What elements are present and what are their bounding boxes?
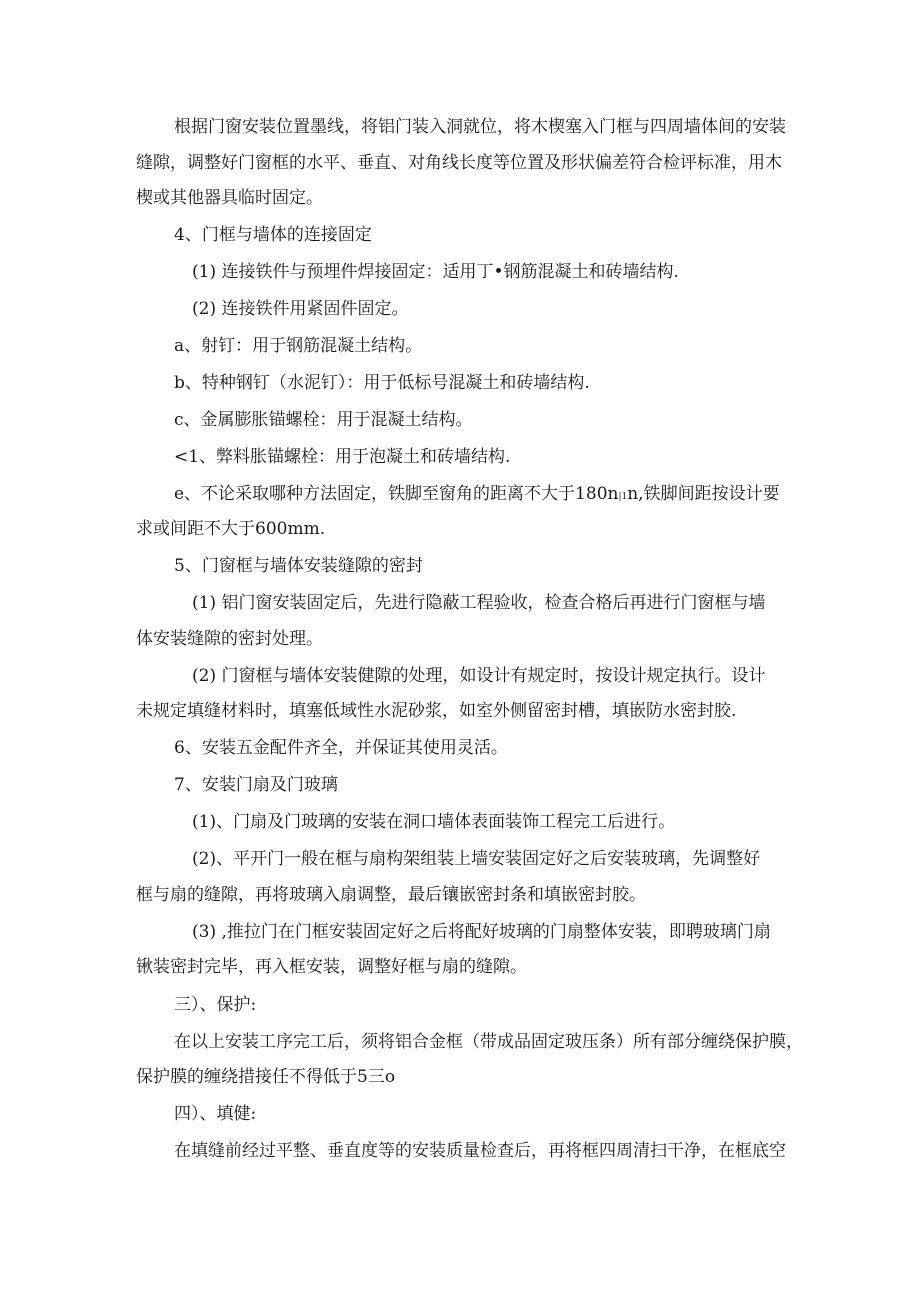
para-line-3: 楔或其他器具临时固定。 — [136, 188, 323, 208]
section-heading-4: 4、门框与墙体的连接固定 — [174, 225, 372, 245]
item-5-1-line-2: 体安装缝隙的密封处理。 — [136, 629, 323, 649]
item-7-3-line-1: (3) ,推拉门在门框安装固定好之后将配好坡璃的门扇整体安装，即聘玻璃门扇 — [192, 922, 771, 942]
item-e-artifact: |1 — [618, 492, 628, 502]
item-1: (1) 连接铁件与预埋件焊接固定：适用丁•钢筋混凝土和砖墙结构. — [192, 262, 679, 282]
item-5-2-line-1: (2) 门窗框与墙体安装健隙的处理，如设计有规定时，按设计规定执行。设计 — [192, 666, 766, 686]
item-e-text-a: e、不论采取哪种方法固定，铁脚至窗角的距离不大于180n — [174, 484, 619, 504]
item-e-text-b: n,铁脚间距按设计要 — [627, 484, 780, 504]
item-7-2-line-2: 框与扇的缝隙，再将玻璃入扇调整，最后镶嵌密封条和填嵌密封胶。 — [136, 885, 646, 905]
item-d: <1、弊料胀锚螺栓：用于泡凝土和砖墙结构. — [174, 447, 511, 467]
section-heading-6: 6、安装五金配件齐全，并保证其使用灵活。 — [174, 738, 508, 758]
section-heading-fill: 四）、填健: — [174, 1104, 257, 1124]
item-5-1-line-1: (1) 铝门窗安装固定后，先进行隐蔽工程验收，检查合格后再进行门窗框与墙 — [192, 593, 766, 613]
fill-line-1: 在填缝前经过平整、垂直度等的安装质量检查后，再将框四周清扫干净，在框底空 — [174, 1141, 786, 1161]
protect-line-1: 在以上安装工序完工后，须将铝合金框（带成品固定玻压条）所有部分缠绕保护膜， — [174, 1032, 803, 1052]
section-heading-7: 7、安装门扇及门玻璃 — [174, 775, 338, 795]
para-line-1: 根据门窗安装位置墨线，将铝门装入洞就位，将木楔塞入门框与四周墙体间的安装 — [174, 117, 786, 137]
item-7-2-line-1: (2)、平开门一般在框与扇构架组装上墙安装固定好之后安装玻璃，先调整好 — [192, 849, 761, 869]
item-e-line-1 — [174, 483, 780, 508]
item-c: c、金属膨胀锚螺栓：用于混凝土结构。 — [174, 410, 473, 430]
item-b: b、特种钢钉（水泥钉）：用于低标号混凝土和砖墙结构. — [174, 373, 590, 393]
section-heading-5: 5、门窗框与墙体安装缝隙的密封 — [174, 556, 423, 576]
item-2: (2) 连接铁件用紧固件固定。 — [192, 299, 409, 319]
para-line-2: 缝隙，调整好门窗框的水平、垂直、对角线长度等位置及形状偏差符合检评标准，用木 — [136, 153, 782, 173]
item-a: a、射钉：用于钢筋混凝土结构。 — [174, 336, 423, 356]
section-heading-protect: 三）、保护: — [174, 995, 257, 1015]
protect-line-2: 保护膜的缠绕措接任不得低于5三o — [136, 1067, 396, 1087]
item-e-line-2: 求或间距不大于600mm. — [136, 519, 326, 539]
item-7-3-line-2: 锹装密封完毕，再入框安装，调整好框与扇的缝隙。 — [136, 957, 527, 977]
item-5-2-line-2: 未规定填缝材料时，填塞低域性水泥砂浆，如室外侧留密封槽，填嵌防水密封胶. — [136, 701, 737, 721]
item-7-1: (1)、门扇及门玻璃的安装在洞口墙体表面装饰工程完工后进行。 — [192, 812, 676, 832]
